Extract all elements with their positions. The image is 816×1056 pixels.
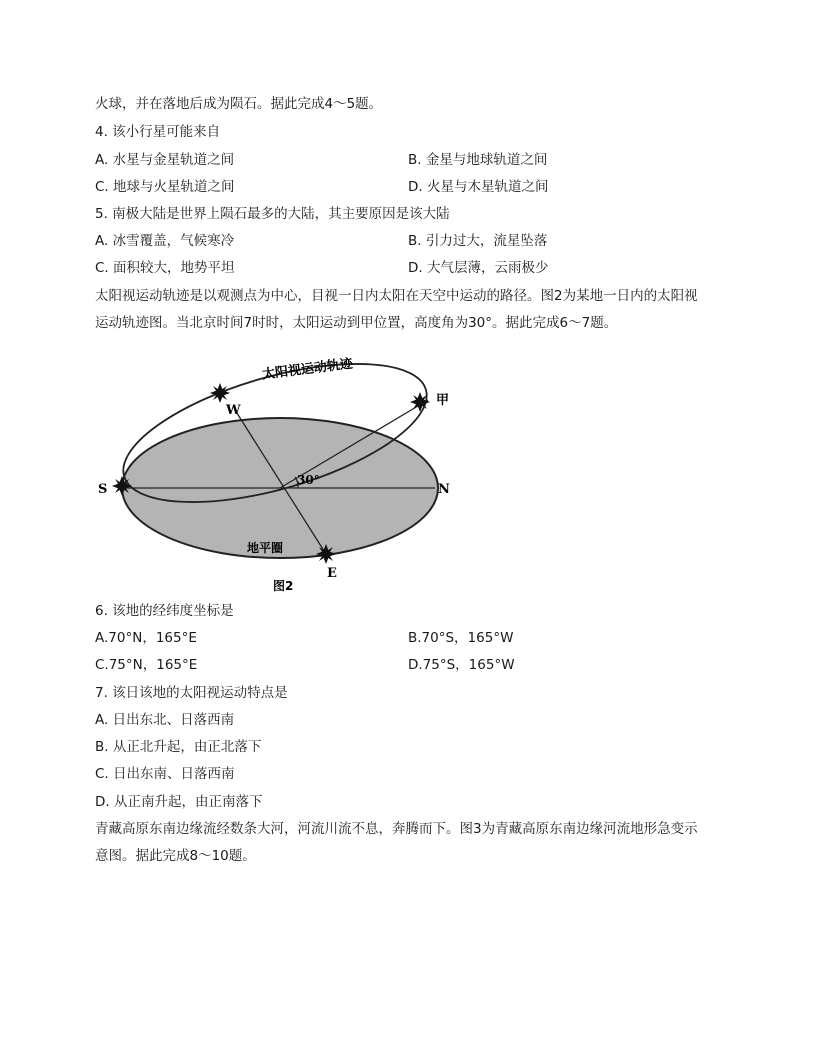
question-4-option-b: B. 金星与地球轨道之间 xyxy=(408,152,548,168)
question-4-option-c: C. 地球与火星轨道之间 xyxy=(95,179,235,195)
question-4-option-a: A. 水星与金星轨道之间 xyxy=(95,152,235,168)
question-5-option-c: C. 面积较大，地势平坦 xyxy=(95,260,235,276)
passage-3-line-1: 青藏高原东南边缘流经数条大河，河流川流不息，奔腾而下。图3为青藏高原东南边缘河流地形急变示 xyxy=(95,821,698,837)
question-6-option-d: D.75°S，165°W xyxy=(408,657,515,673)
question-7-option-a: A. 日出东北、日落西南 xyxy=(95,712,235,728)
passage-2-line-1: 太阳视运动轨迹是以观测点为中心，目视一日内太阳在天空中运动的路径。图2为某地一日内的太阳视 xyxy=(95,288,698,304)
question-6-option-c: C.75°N，165°E xyxy=(95,657,198,673)
sun-icon-e xyxy=(316,544,336,564)
horizon-label: 地平圈 xyxy=(247,541,284,555)
label-n: N xyxy=(438,482,450,497)
angle-label: 30° xyxy=(297,473,320,487)
intro-tail-text: 火球，并在落地后成为陨石。据此完成4～5题。 xyxy=(95,96,383,112)
question-7-option-d: D. 从正南升起，由正南落下 xyxy=(95,794,263,810)
question-5-stem: 5. 南极大陆是世界上陨石最多的大陆，其主要原因是该大陆 xyxy=(95,206,450,222)
question-7-option-c: C. 日出东南、日落西南 xyxy=(95,766,235,782)
passage-3-line-2: 意图。据此完成8～10题。 xyxy=(95,848,256,864)
question-7-stem: 7. 该日该地的太阳视运动特点是 xyxy=(95,685,288,701)
sun-icon-s xyxy=(112,476,132,496)
sun-path-figure xyxy=(90,350,460,598)
question-5-option-d: D. 大气层薄，云雨极少 xyxy=(408,260,549,276)
sun-icon-jia xyxy=(410,392,430,412)
question-5-option-a: A. 冰雪覆盖，气候寒冷 xyxy=(95,233,235,249)
figure-caption: 图2 xyxy=(273,579,294,593)
question-4-stem: 4. 该小行星可能来自 xyxy=(95,124,221,140)
label-s: S xyxy=(98,482,108,497)
label-w: W xyxy=(226,403,241,418)
question-7-option-b: B. 从正北升起，由正北落下 xyxy=(95,739,262,755)
label-jia: 甲 xyxy=(436,393,450,408)
trajectory-label: 太阳视运动轨迹 xyxy=(261,356,354,383)
label-e: E xyxy=(327,566,337,581)
question-4-option-d: D. 火星与木星轨道之间 xyxy=(408,179,549,195)
question-5-option-b: B. 引力过大，流星坠落 xyxy=(408,233,548,249)
question-6-stem: 6. 该地的经纬度坐标是 xyxy=(95,603,234,619)
passage-2-line-2: 运动轨迹图。当北京时间7时时，太阳运动到甲位置，高度角为30°。据此完成6～7题。 xyxy=(95,315,618,331)
sun-icon-w xyxy=(210,383,230,403)
question-6-option-a: A.70°N，165°E xyxy=(95,630,197,646)
question-6-option-b: B.70°S，165°W xyxy=(408,630,514,646)
